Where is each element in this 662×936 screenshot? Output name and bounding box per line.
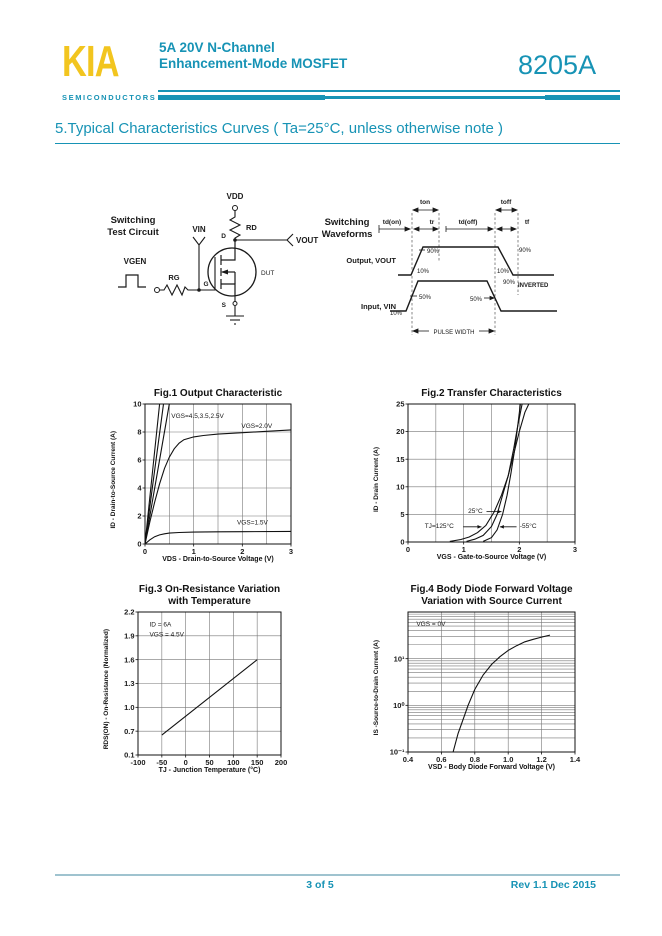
g-terminal-label: G	[203, 281, 209, 288]
fig1-y-axis-label: ID - Drain-to-Source Current (A)	[109, 431, 117, 529]
svg-text:2: 2	[137, 511, 142, 521]
svg-text:1.9: 1.9	[124, 631, 135, 641]
vin-probe-icon	[193, 237, 205, 245]
device-description	[159, 40, 347, 72]
part-number: 8205A	[518, 50, 597, 80]
fig2-x-axis-label: VGS - Gate-to-Source Voltage (V)	[436, 554, 547, 561]
svg-text:8: 8	[137, 427, 142, 437]
test-circuit-label-line1: Switching	[110, 215, 156, 226]
fig2-y-axis-label-wrap	[370, 400, 382, 558]
kia-logo-subtitle: SEMICONDUCTORS	[62, 93, 157, 102]
svg-text:0.6: 0.6	[436, 755, 447, 764]
svg-text:10%: 10%	[389, 311, 402, 317]
vout-probe-icon	[287, 234, 293, 246]
svg-text:6: 6	[137, 455, 142, 465]
fig4-title-line2: Variation with Source Current	[421, 596, 562, 607]
figure-3-on-resistance-variation	[100, 584, 287, 774]
svg-text:10: 10	[133, 400, 142, 409]
page-number: 3 of 5	[306, 879, 334, 891]
fig1-y-axis-label-wrap	[107, 400, 119, 560]
rg-label: RG	[168, 273, 180, 282]
switching-waveforms-diagram	[322, 183, 567, 348]
fig1-x-axis-label: VDS - Drain-to-Source Voltage (V)	[162, 556, 274, 563]
section-heading-underline	[55, 143, 620, 144]
svg-text:90%: 90%	[427, 249, 440, 255]
svg-text:10⁻¹: 10⁻¹	[389, 747, 405, 757]
svg-text:td(on): td(on)	[382, 219, 402, 226]
svg-text:0: 0	[405, 545, 411, 554]
vdd-terminal	[233, 206, 238, 211]
inverted-note: INVERTED	[518, 283, 549, 289]
svg-text:2: 2	[240, 547, 245, 556]
svg-text:15: 15	[396, 454, 405, 464]
svg-text:1.6: 1.6	[124, 655, 135, 665]
svg-text:100: 100	[227, 758, 240, 767]
fig4-title-line1: Fig.4 Body Diode Forward Voltage	[410, 584, 573, 595]
waveforms-label-line1: Switching	[324, 217, 370, 228]
header-rule-thick-left	[158, 95, 325, 100]
input-trace-label: Input, VIN	[361, 302, 396, 311]
svg-text:50%: 50%	[419, 295, 432, 301]
svg-text:50%: 50%	[469, 297, 482, 303]
dut-label: DUT	[261, 270, 275, 277]
svg-text:1.0: 1.0	[502, 755, 514, 764]
svg-text:0.4: 0.4	[402, 755, 414, 764]
fig3-title-line2: with Temperature	[168, 596, 251, 607]
svg-text:TJ=125°C: TJ=125°C	[424, 523, 454, 531]
figure-4-body-diode-forward-voltage	[370, 584, 581, 771]
svg-text:0.1: 0.1	[124, 750, 135, 760]
section-heading: 5.Typical Characteristics Curves ( Ta=25°C, unless otherwise note )	[55, 120, 503, 137]
rd-resistor	[230, 211, 240, 241]
vin-label: VIN	[192, 225, 206, 234]
fig4-y-axis-label: IS -Source-to-Drain Current (A)	[372, 640, 380, 736]
fig1-plot	[119, 400, 297, 560]
footer-rule	[55, 874, 620, 876]
svg-text:200: 200	[274, 758, 287, 767]
fig2-plot	[382, 400, 581, 558]
rd-label: RD	[246, 223, 257, 232]
d-terminal-label: D	[221, 233, 226, 240]
svg-text:25°C: 25°C	[468, 508, 483, 516]
switching-test-circuit-diagram	[75, 183, 325, 343]
svg-text:3: 3	[572, 545, 578, 554]
svg-text:1: 1	[461, 545, 466, 554]
svg-text:1.3: 1.3	[124, 679, 135, 689]
fig3-y-axis-label-wrap	[100, 608, 112, 771]
svg-text:3: 3	[288, 547, 294, 556]
fig1-title: Fig.1 Output Characteristic	[153, 388, 283, 399]
revision-note: Rev 1.1 Dec 2015	[510, 879, 596, 891]
pulse-waveform-icon	[118, 275, 146, 287]
svg-text:150: 150	[250, 758, 264, 767]
rg-resistor	[160, 285, 192, 295]
svg-text:1.0: 1.0	[124, 702, 135, 712]
gen-terminal	[155, 288, 160, 293]
svg-text:90%: 90%	[519, 248, 532, 254]
svg-text:10%: 10%	[496, 269, 509, 275]
svg-text:toff: toff	[500, 199, 512, 206]
svg-text:25: 25	[396, 400, 405, 409]
svg-text:0: 0	[183, 758, 188, 767]
svg-text:50: 50	[205, 758, 214, 767]
svg-text:-55°C: -55°C	[519, 523, 537, 531]
fig4-plot	[382, 608, 581, 768]
svg-text:tr: tr	[429, 219, 435, 226]
device-description-line2: Enhancement-Mode MOSFET	[159, 56, 348, 71]
ground-icon	[226, 306, 244, 324]
svg-text:1.4: 1.4	[569, 755, 581, 764]
svg-text:0: 0	[142, 547, 148, 556]
svg-text:td(off): td(off)	[458, 219, 478, 226]
svg-text:10: 10	[396, 482, 405, 492]
svg-text:5: 5	[400, 510, 405, 519]
svg-text:10⁰: 10⁰	[393, 700, 405, 710]
s-terminal-label: S	[221, 302, 226, 309]
svg-text:VGS = 4.5V: VGS = 4.5V	[149, 631, 184, 639]
svg-text:VGS=1.5V: VGS=1.5V	[236, 519, 268, 527]
svg-text:0.8: 0.8	[469, 755, 481, 764]
figure-1-output-characteristic	[107, 388, 297, 563]
pulse-width-label: PULSE WIDTH	[433, 330, 475, 336]
timing-labels	[383, 199, 530, 226]
fig4-x-axis-label: VSD - Body Diode Forward Voltage (V)	[427, 764, 556, 771]
svg-text:0.7: 0.7	[124, 726, 135, 736]
header-rule-thick-mid	[325, 96, 545, 99]
svg-text:-100: -100	[130, 758, 146, 767]
svg-text:1.2: 1.2	[536, 755, 547, 764]
svg-text:VGS=4.5,3.5,2.5V: VGS=4.5,3.5,2.5V	[171, 413, 224, 420]
svg-text:VGS = 0V: VGS = 0V	[416, 621, 446, 628]
svg-text:10¹: 10¹	[393, 654, 405, 664]
svg-text:ID = 6A: ID = 6A	[149, 621, 172, 629]
source-node	[233, 302, 237, 306]
svg-text:0: 0	[137, 539, 142, 549]
fig2-y-axis-label: ID - Drain Current (A)	[372, 446, 380, 512]
device-description-line1: 5A 20V N-Channel	[159, 40, 275, 55]
svg-text:20: 20	[396, 427, 405, 437]
header-rule-thick-right	[545, 95, 620, 100]
svg-text:1: 1	[191, 547, 196, 556]
svg-text:0: 0	[400, 537, 405, 547]
header-rule-thin	[158, 90, 620, 92]
mosfet-body-arrow	[221, 270, 228, 275]
svg-text:VGS=2.0V: VGS=2.0V	[241, 422, 273, 430]
vgen-label: VGEN	[123, 257, 147, 266]
vdd-label: VDD	[226, 192, 244, 201]
fig3-x-axis-label: TJ - Junction Temperature (°C)	[158, 767, 261, 774]
fig3-y-axis-label: RDS(ON) - On-Resistance (Normalized)	[102, 629, 110, 750]
svg-text:2.2: 2.2	[124, 608, 135, 617]
fig4-y-axis-label-wrap	[370, 608, 382, 768]
svg-text:10%: 10%	[417, 269, 430, 275]
svg-text:4: 4	[137, 483, 142, 493]
fig3-title-line1: Fig.3 On-Resistance Variation	[138, 584, 281, 595]
level-percent-labels	[390, 248, 532, 317]
output-trace-label: Output, VOUT	[346, 256, 396, 265]
fig2-title: Fig.2 Transfer Characteristics	[421, 388, 562, 399]
svg-text:2: 2	[517, 545, 522, 554]
waveforms-label-line2: Waveforms	[322, 229, 373, 240]
kia-logo: KIA	[62, 37, 119, 86]
svg-text:tf: tf	[524, 219, 530, 226]
vout-label: VOUT	[296, 236, 319, 245]
figure-2-transfer-characteristics	[370, 388, 581, 561]
test-circuit-label-line2: Test Circuit	[107, 227, 159, 238]
svg-text:ton: ton	[419, 199, 431, 206]
svg-text:90%: 90%	[503, 280, 516, 286]
svg-text:-50: -50	[156, 758, 168, 767]
fig3-plot	[112, 608, 287, 771]
